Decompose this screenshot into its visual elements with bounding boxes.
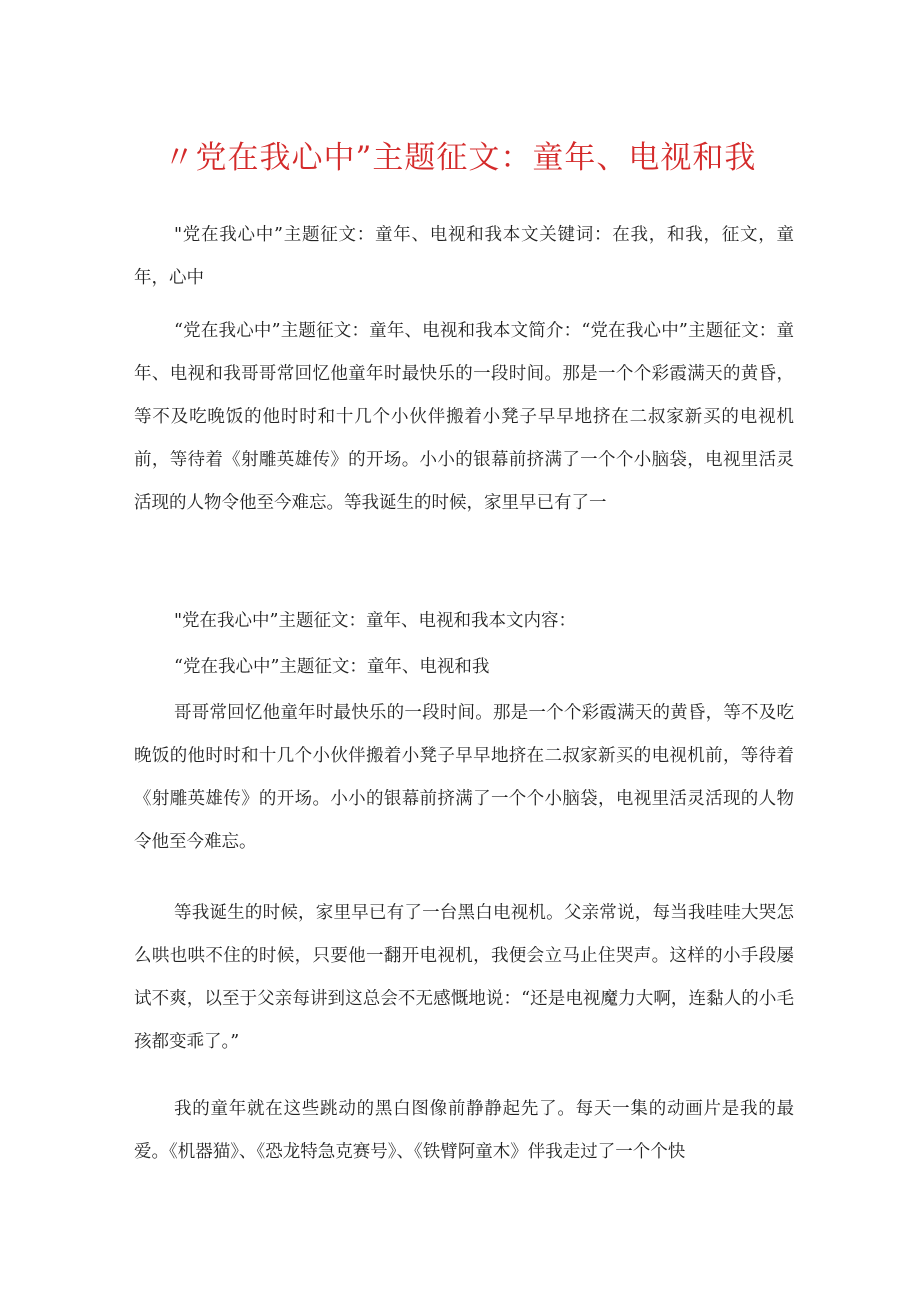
summary-paragraph: “党在我心中”主题征文：童年、电视和我本文简介：“党在我心中”主题征文：童年、电视和我哥哥常回忆他童年时最快乐的一段时间。那是一个个彩霞满天的黄昏，等不及吃晚饭的他时时和十几个小伙伴搬着小凳子早早地挤在二叔家新买的电视机前，等待着《射雕英雄传》的开场。小小的银幕前挤满了一个个小脑袋，电视里活灵活现的人物令他至今难忘。等我诞生的时候，家里早已有了一 xyxy=(134,321,794,513)
content-heading: "党在我心中”主题征文：童年、电视和我本文内容： xyxy=(174,611,576,631)
body-paragraph: 我的童年就在这些跳动的黑白图像前静静起先了。每天一集的动画片是我的最爱。《机器猫》、《恐龙特急克赛号》、《铁臂阿童木》伴我走过了一个个快 xyxy=(134,1099,794,1162)
content-title: “党在我心中”主题征文：童年、电视和我 xyxy=(174,657,490,677)
body-paragraph: 等我诞生的时候，家里早已有了一台黑白电视机。父亲常说，每当我哇哇大哭怎么哄也哄不住的时候，只要他一翻开电视机，我便会立马止住哭声。这样的小手段屡试不爽，以至于父亲每讲到这总会不无感慨地说：“还是电视魔力大啊，连黏人的小毛孩都变乖了。” xyxy=(134,903,794,1052)
body-paragraph: 哥哥常回忆他童年时最快乐的一段时间。那是一个个彩霞满天的黄昏，等不及吃晚饭的他时时和十几个小伙伴搬着小凳子早早地挤在二叔家新买的电视机前，等待着《射雕英雄传》的开场。小小的银幕前挤满了一个个小脑袋，电视里活灵活现的人物令他至今难忘。 xyxy=(134,703,794,852)
keywords-paragraph: "党在我心中”主题征文：童年、电视和我本文关键词：在我，和我，征文，童年，心中 xyxy=(134,225,794,288)
document-title: 〃党在我心中”主题征文：童年、电视和我 xyxy=(163,140,757,176)
